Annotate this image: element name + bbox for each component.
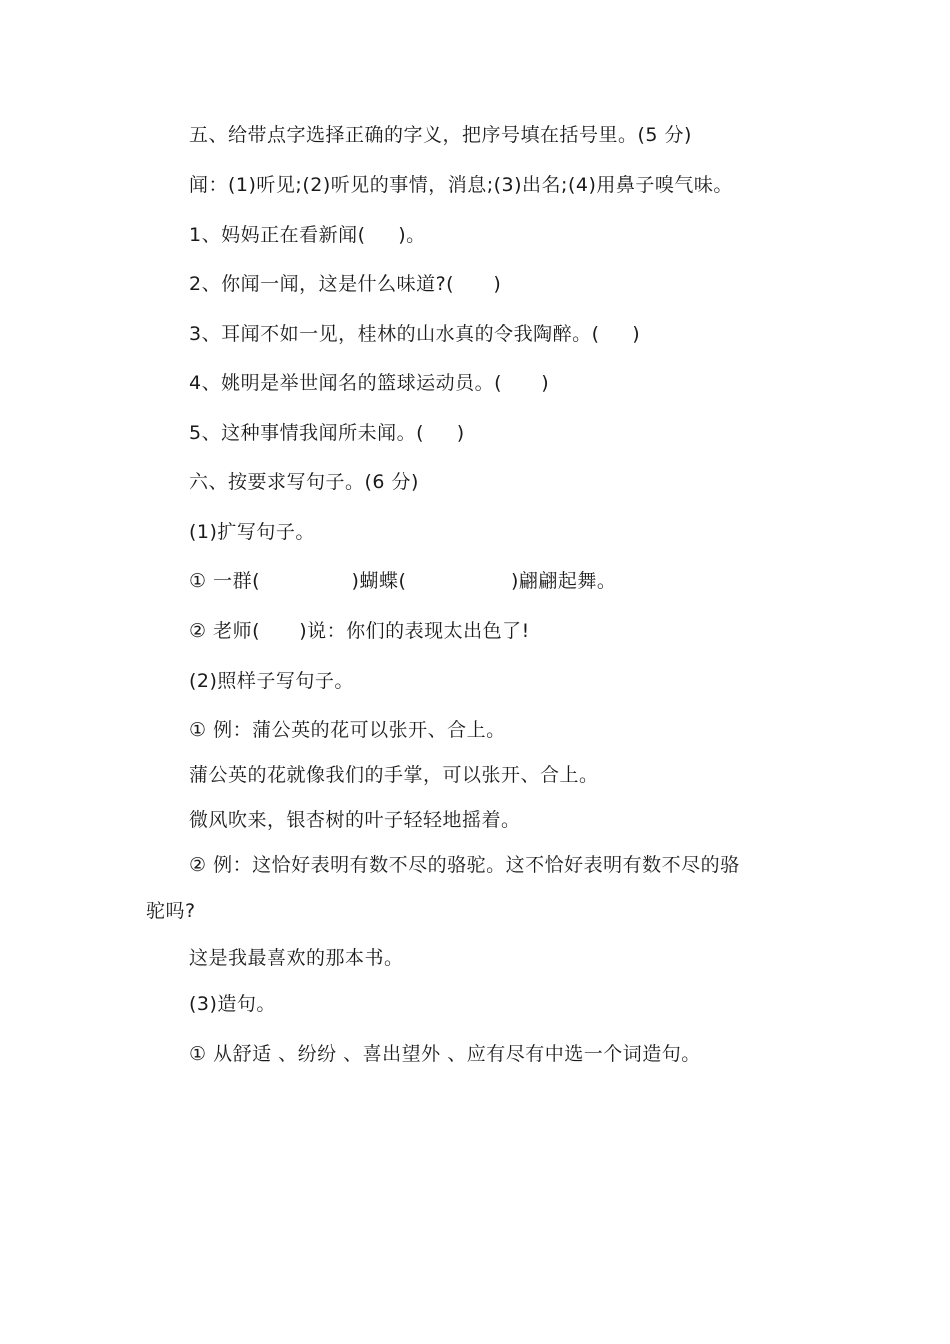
question-item-5: 5、这种事情我闻所未闻。( ) xyxy=(189,422,465,444)
part1-title: (1)扩写句子。 xyxy=(189,521,315,543)
example-1-answer: 蒲公英的花就像我们的手掌，可以张开、合上。 xyxy=(189,764,599,786)
make-sentence-1: ① 从舒适 、纷纷 、喜出望外 、应有尽有中选一个词造句。 xyxy=(189,1043,701,1065)
example-1: ① 例：蒲公英的花可以张开、合上。 xyxy=(189,719,506,741)
question-item-4: 4、姚明是举世闻名的篮球运动员。( ) xyxy=(189,372,550,394)
example-2-line2: 驼吗? xyxy=(146,900,196,922)
exercise-2: 这是我最喜欢的那本书。 xyxy=(189,947,404,969)
question-item-2: 2、你闻一闻，这是什么味道?( ) xyxy=(189,273,502,295)
question-item-3: 3、耳闻不如一见，桂林的山水真的令我陶醉。( ) xyxy=(189,323,641,345)
definitions-line: 闻：(1)听见;(2)听见的事情，消息;(3)出名;(4)用鼻子嗅气味。 xyxy=(189,174,733,196)
expand-sentence-2: ② 老师( )说：你们的表现太出色了! xyxy=(189,620,530,642)
part2-title: (2)照样子写句子。 xyxy=(189,670,354,692)
question-item-1: 1、妈妈正在看新闻( )。 xyxy=(189,224,426,246)
example-2-line1: ② 例：这恰好表明有数不尽的骆驼。这不恰好表明有数不尽的骆 xyxy=(189,854,740,876)
part3-title: (3)造句。 xyxy=(189,993,276,1015)
exercise-1: 微风吹来，银杏树的叶子轻轻地摇着。 xyxy=(189,809,521,831)
section6-heading: 六、按要求写句子。(6 分) xyxy=(189,471,419,493)
expand-sentence-1: ① 一群( )蝴蝶( )翩翩起舞。 xyxy=(189,570,617,592)
section5-heading: 五、给带点字选择正确的字义，把序号填在括号里。(5 分) xyxy=(189,124,692,146)
